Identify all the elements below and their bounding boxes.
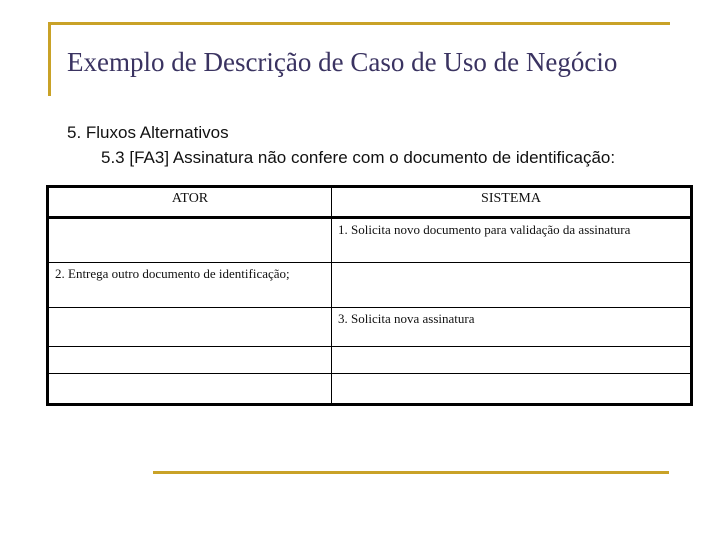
table-row [48,217,692,262]
table-header-row [48,187,692,218]
actor-cell [48,217,332,262]
table-row [48,374,692,405]
column-header-actor: ATOR [48,187,332,218]
system-cell [332,263,692,308]
subsection-heading: 5.3 [FA3] Assinatura não confere com o documento de identificação: [101,148,616,167]
system-cell [332,347,692,374]
actor-cell [48,347,332,374]
decorative-bottom-rule [153,471,669,474]
decorative-left-rule [48,22,51,96]
flow-table [46,185,693,406]
table-row [48,308,692,347]
table-row [48,347,692,374]
slide-title: Exemplo de Descrição de Caso de Uso de Negócio [67,47,618,77]
column-header-system: SISTEMA [332,187,692,218]
decorative-top-rule [48,22,670,25]
system-cell: 3. Solicita nova assinatura [332,308,692,347]
section-heading: 5. Fluxos Alternativos [67,123,229,142]
table-row [48,263,692,308]
system-cell: 1. Solicita novo documento para validação da assinatura [332,217,692,262]
system-cell [332,374,692,405]
actor-cell [48,308,332,347]
actor-cell [48,374,332,405]
actor-cell: 2. Entrega outro documento de identificação; [48,263,332,308]
